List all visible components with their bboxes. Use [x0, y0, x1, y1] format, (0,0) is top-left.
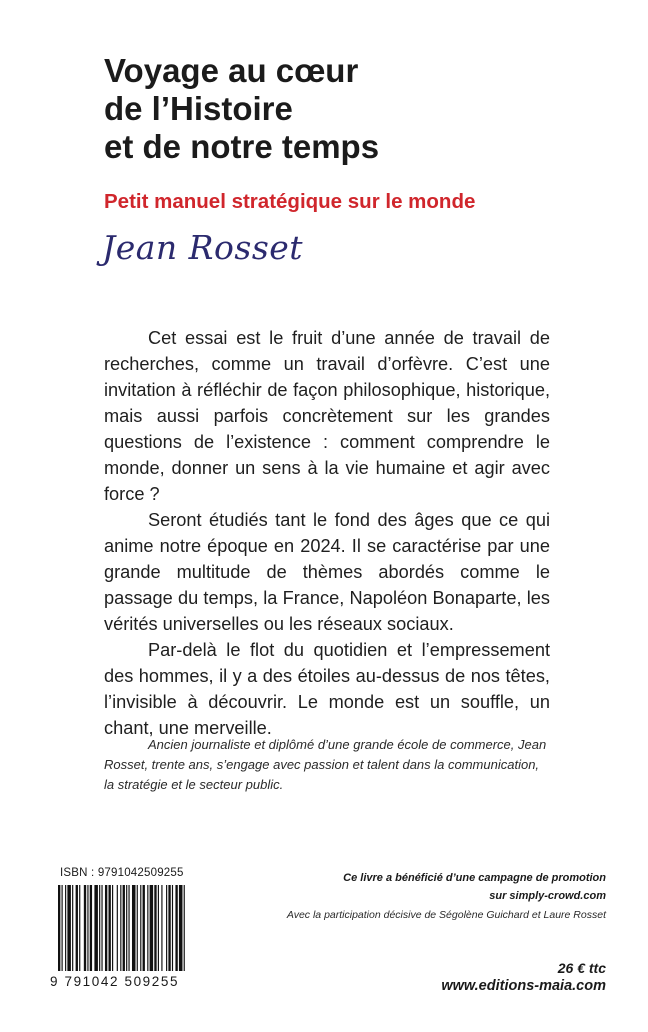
- barcode-digits: 9 791042 509255: [50, 974, 180, 989]
- promo-line-1: Ce livre a bénéficié d’une campagne de promotion: [343, 872, 606, 884]
- barcode-bar: [117, 885, 118, 971]
- barcode-bar: [90, 885, 92, 971]
- barcode-bar: [79, 885, 80, 971]
- price: 26 € ttc: [557, 960, 606, 976]
- barcode-bar: [126, 885, 127, 971]
- barcode-bar: [120, 885, 121, 971]
- barcode-bar: [140, 885, 141, 971]
- title-line-3: et de notre temps: [104, 128, 380, 165]
- barcode-bar: [154, 885, 156, 971]
- book-title: [104, 52, 584, 166]
- barcode-bar: [76, 885, 78, 971]
- barcode-bar: [172, 885, 173, 971]
- barcode-bar: [128, 885, 129, 971]
- barcode-bar: [147, 885, 148, 971]
- barcode-bar: [158, 885, 159, 971]
- participation-credit: Avec la participation décisive de Ségolène Guichard et Laure Rosset: [286, 909, 606, 921]
- barcode-bar: [109, 885, 111, 971]
- barcode-bar: [87, 885, 88, 971]
- book-subtitle: Petit manuel stratégique sur le monde: [104, 190, 476, 213]
- blurb-paragraph-2: Seront étudiés tant le fond des âges que ce qui anime notre époque en 2024. Il se caractérise par une grande multitude de thèmes abordés comme le passage du temps, la France, Napoléon Bonaparte, les vérités universelles ou les réseaux sociaux.: [104, 510, 550, 634]
- barcode-bar: [58, 885, 60, 971]
- barcode-bar: [62, 885, 63, 971]
- barcode-bar: [105, 885, 107, 971]
- barcode-bar: [112, 885, 113, 971]
- promo-line-2: sur simply-crowd.com: [489, 890, 606, 902]
- barcode-bar: [161, 885, 162, 971]
- barcode-bar: [166, 885, 167, 971]
- author-name: Jean Rosset: [102, 228, 304, 267]
- barcode-bar: [179, 885, 183, 971]
- barcode-bar: [72, 885, 73, 971]
- barcode-bar: [99, 885, 100, 971]
- publisher-website: www.editions-maia.com: [441, 978, 606, 994]
- barcode-bar: [67, 885, 71, 971]
- barcode-bar: [184, 885, 185, 971]
- barcode-bar: [65, 885, 66, 971]
- barcode-bar: [123, 885, 125, 971]
- author-bio: Ancien journaliste et diplômé d’une grande école de commerce, Jean Rosset, trente ans, s’engage avec passion et talent dans la communication, la stratégie et le secteur public.: [104, 737, 547, 792]
- title-line-2: de l’Histoire: [104, 90, 293, 127]
- barcode-bar: [143, 885, 145, 971]
- barcode-bar: [175, 885, 177, 971]
- blurb-paragraph-1: Cet essai est le fruit d’une année de travail de recherches, comme un travail d’orfèvre. C’est une invitation à réfléchir de façon philosophique, historique, mais aussi parfois concrètement sur les grandes questions de l’existence : comment comprendre le monde, donner un sens à la vie humaine et agir avec force ?: [104, 328, 550, 504]
- barcode-bar: [101, 885, 102, 971]
- isbn-label: ISBN : 9791042509255: [60, 867, 184, 879]
- promo-notice: [246, 869, 606, 905]
- barcode: [58, 885, 186, 971]
- barcode-bar: [132, 885, 136, 971]
- blurb-paragraph-3: Par-delà le flot du quotidien et l’empressement des hommes, il y a des étoiles au-dessus de nos têtes, l’invisible à découvrir. Le monde est un souffle, un chant, une merveille.: [104, 640, 550, 738]
- title-line-1: Voyage au cœur: [104, 52, 359, 89]
- barcode-bar: [84, 885, 86, 971]
- barcode-bar: [168, 885, 170, 971]
- barcode-bar: [94, 885, 98, 971]
- blurb: [104, 325, 550, 741]
- barcode-bar: [137, 885, 138, 971]
- barcode-bar: [150, 885, 154, 971]
